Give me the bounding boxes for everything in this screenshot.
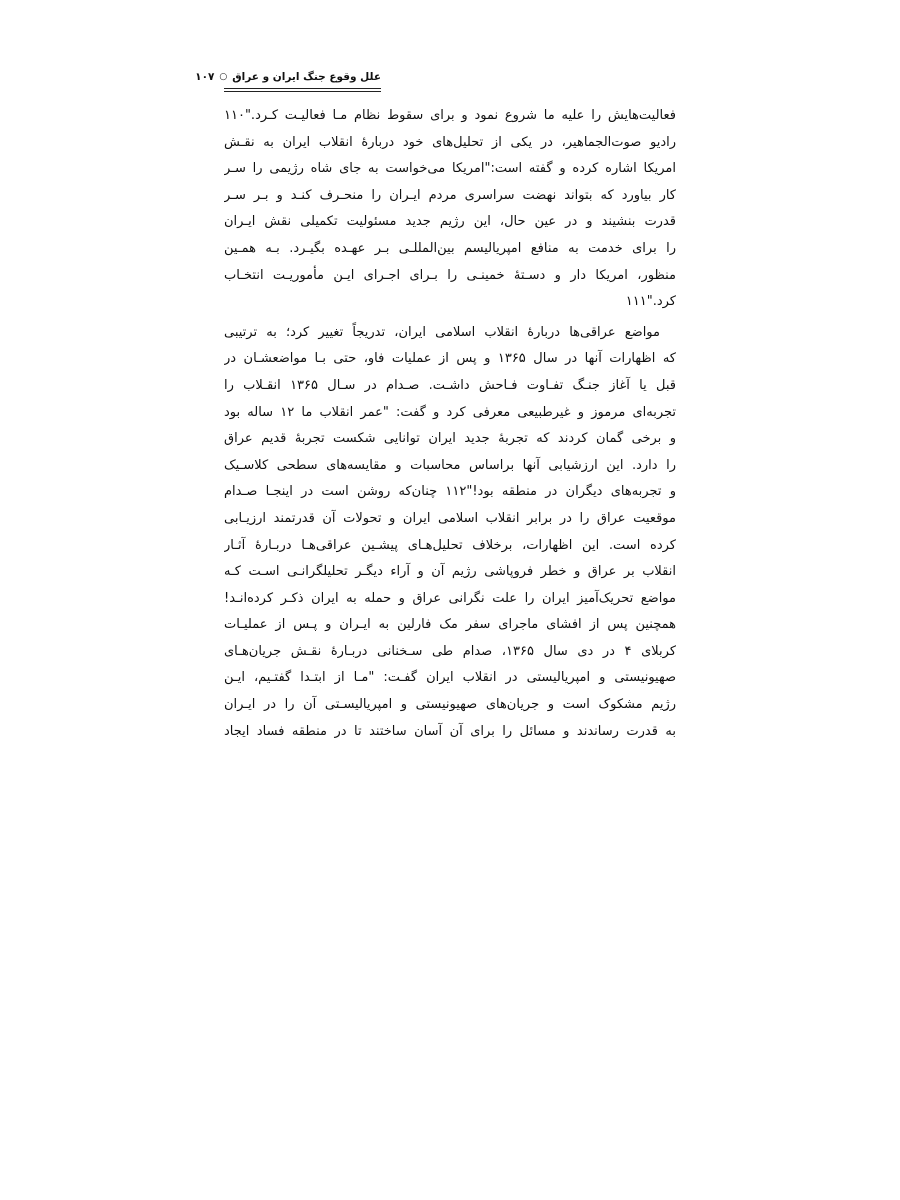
text-line: به قدرت رساندند و مسائل را برای آن آسان ساختند تا در منطقه فساد ایجاد	[224, 723, 676, 739]
text-line: مواضع عراقی‌ها دربارۀ انقلاب اسلامی ایران، تدریجاً تغییر کرد؛ به ترتیبی	[224, 324, 660, 340]
running-head-separator: ○	[219, 72, 228, 82]
text-line: فعالیت‌هایش را علیه ما شروع نمود و برای سقوط نظام مـا فعالیـت کـرد."۱۱۰	[224, 108, 676, 123]
text-line: کار بیاورد که بتواند نهضت سراسری مردم ایـران را منحـرف کنـد و بـر سـر	[224, 187, 676, 203]
text-line: انقلاب بر عراق و خطر فروپاشی رژیم آن و آراء دیگـر تحلیلگرانـی اسـت کـه	[224, 564, 676, 580]
paragraph-1	[224, 103, 676, 316]
text-line: امریکا اشاره کرده و گفته است:"امریکا می‌خواست به جای شاه رژیمی را سـر	[224, 161, 676, 177]
text-line: رادیو صوت‌الجماهیر، در یکی از تحلیل‌های خود دربارۀ انقلاب ایران به نقـش	[224, 134, 676, 150]
text-line: کرد."۱۱۱	[625, 294, 676, 310]
header-rule-bottom	[224, 91, 381, 92]
text-line: کربلای ۴ در دی سال ۱۳۶۵، صدام طی سـخنانی دربـارۀ نقـش جریان‌هـای	[224, 643, 676, 659]
body-text	[224, 103, 676, 745]
text-line: منظور، امریکا دار و دسـتۀ خمینـی را بـرای اجـرای ایـن مأموریـت انتخـاب	[224, 267, 676, 283]
page-number: ۱۰۷	[195, 71, 215, 83]
header-rule-top	[224, 88, 381, 89]
text-line: قبل یا آغاز جنـگ تفـاوت فـاحش داشـت. صـدام در سـال ۱۳۶۵ انقـلاب را	[224, 377, 676, 393]
text-line: موقعیت عراق را در برابر انقلاب اسلامی ایران و تحولات آن قدرتمند ارزیـابی	[224, 510, 676, 526]
text-line: قدرت بنشیند و در عین حال، این رژیم جدید مسئولیت تکمیلی نقش ایـران	[224, 214, 676, 230]
text-line: مواضع تحریک‌آمیز ایران را علت نگرانی عراق و حمله به ایران ذکـر کرده‌انـد!	[224, 590, 676, 606]
text-line: که اظهارات آنها در سال ۱۳۶۵ و پس از عملیات فاو، حتی بـا مواضعشـان در	[224, 351, 676, 367]
running-head-title: علل وقوع جنگ ایران و عراق	[232, 71, 381, 83]
text-line: را دارد. این ارزشیابی آنها براساس محاسبات و مقایسه‌های سطحی کلاسـیک	[224, 457, 676, 473]
text-line: همچنین پس از افشای ماجرای سفر مک فارلین به ایـران و پـس از عملیـات	[224, 617, 676, 633]
running-head	[195, 67, 381, 87]
text-line: و تجربه‌های دیگران در منطقه بود!"۱۱۲ چنان‌که روشن است در اینجـا صـدام	[224, 484, 676, 500]
text-line: تجربه‌ای مرموز و غیرطبیعی معرفی کرد و گفت: "عمر انقلاب ما ۱۲ ساله بود	[224, 404, 676, 420]
text-line: صهیونیستی و امپریالیستی در انقلاب ایران گفـت: "مـا از ابتـدا گفتـیم، ایـن	[224, 670, 676, 686]
text-line: رژیم مشکوک است و جریان‌های صهیونیستی و امپریالیسـتی آن را در ایـران	[224, 697, 676, 713]
paragraph-2	[224, 320, 676, 746]
text-line: کرده است. این اظهارات، برخلاف تحلیل‌هـای پیشـین عراقی‌هـا دربـارۀ آثـار	[224, 537, 676, 553]
text-line: را برای خدمت به منافع امپریالیسم بین‌المللـی بـر عهـده بگیـرد. بـه همـین	[224, 240, 676, 256]
text-line: و برخی گمان کردند که تجربۀ جدید ایران توانایی شکست تجربۀ قدیم عراق	[224, 431, 676, 447]
